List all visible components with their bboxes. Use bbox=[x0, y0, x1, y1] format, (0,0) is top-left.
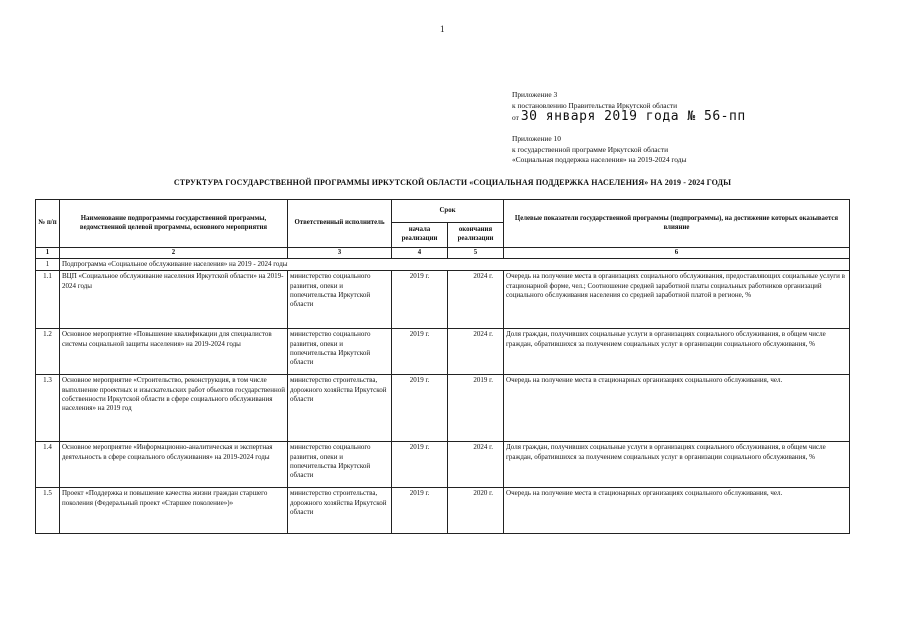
decree-handwritten-date: 30 января 2019 года № 56-пп bbox=[520, 109, 746, 124]
document-title: СТРУКТУРА ГОСУДАРСТВЕННОЙ ПРОГРАММЫ ИРКУТСКОЙ ОБЛАСТИ «СОЦИАЛЬНАЯ ПОДДЕРЖКА НАСЕЛЕНИЯ» НА 2019 - 2024 ГОДЫ bbox=[173, 178, 732, 187]
table-row bbox=[36, 329, 850, 375]
appendix-3-decree: к постановлению Правительства Иркутской области bbox=[512, 100, 678, 110]
table-header-row bbox=[36, 200, 850, 223]
row-executor: министерство социального развития, опеки и попечительства Иркутской области bbox=[288, 329, 392, 375]
header-indicators: Целевые показатели государственной программы (подпрограммы), на достижение которых оказывается влияние bbox=[504, 200, 850, 248]
row-start: 2019 г. bbox=[392, 375, 448, 442]
structure-table bbox=[35, 199, 850, 534]
row-indicators: Очередь на получение места в стационарных организациях социального обслуживания, чел. bbox=[504, 375, 850, 442]
subprogram-num: 1 bbox=[36, 259, 60, 271]
appendix-3-title: Приложение 3 bbox=[512, 90, 558, 99]
row-num: 1.1 bbox=[36, 271, 60, 329]
decree-date-line bbox=[512, 111, 746, 124]
row-start: 2019 г. bbox=[392, 271, 448, 329]
row-num: 1.5 bbox=[36, 488, 60, 534]
appendix-3-block bbox=[512, 90, 746, 124]
row-indicators: Очередь на получение места в стационарных организациях социального обслуживания, чел. bbox=[504, 488, 850, 534]
row-start: 2019 г. bbox=[392, 488, 448, 534]
decree-date-prefix: от bbox=[512, 113, 519, 122]
column-numbers-row bbox=[36, 248, 850, 259]
column-number: 4 bbox=[392, 248, 448, 259]
row-indicators: Доля граждан, получивших социальные услуги в организациях социального обслуживания, в общем числе граждан, обратившихся за получением социальных услуг в организации социального обслуживания, % bbox=[504, 442, 850, 488]
column-number: 2 bbox=[60, 248, 288, 259]
row-num: 1.4 bbox=[36, 442, 60, 488]
header-num: № п/п bbox=[36, 200, 60, 248]
column-number: 5 bbox=[448, 248, 504, 259]
row-name: Проект «Поддержка и повышение качества жизни граждан старшего поколения (Федеральный проект «Старшее поколение»)» bbox=[60, 488, 288, 534]
row-num: 1.2 bbox=[36, 329, 60, 375]
column-number: 3 bbox=[288, 248, 392, 259]
row-end: 2019 г. bbox=[448, 375, 504, 442]
row-executor: министерство строительства, дорожного хозяйства Иркутской области bbox=[288, 375, 392, 442]
subprogram-title: Подпрограмма «Социальное обслуживание населения» на 2019 - 2024 годы bbox=[60, 259, 850, 271]
subprogram-row bbox=[36, 259, 850, 271]
appendix-10-block bbox=[512, 134, 686, 166]
table-row bbox=[36, 375, 850, 442]
column-number: 6 bbox=[504, 248, 850, 259]
row-name: Основное мероприятие «Строительство, реконструкция, в том числе выполнение проектных и изыскательских работ объектов государственной собственности Иркутской области в сфере социального обслуживания населения» на 2019 год bbox=[60, 375, 288, 442]
appendix-10-program-name: «Социальная поддержка населения» на 2019-2024 годы bbox=[512, 155, 687, 164]
appendix-10-title: Приложение 10 bbox=[512, 134, 561, 143]
row-start: 2019 г. bbox=[392, 329, 448, 375]
header-executor: Ответственный исполнитель bbox=[288, 200, 392, 248]
row-name: ВЦП «Социальное обслуживание населения Иркутской области» на 2019-2024 годы bbox=[60, 271, 288, 329]
header-end: окончания реализации bbox=[448, 223, 504, 248]
row-name: Основное мероприятие «Повышение квалификации для специалистов системы социальной защиты населения» на 2019-2024 годы bbox=[60, 329, 288, 375]
column-number: 1 bbox=[36, 248, 60, 259]
row-end: 2020 г. bbox=[448, 488, 504, 534]
row-executor: министерство строительства, дорожного хозяйства Иркутской области bbox=[288, 488, 392, 534]
page-number: 1 bbox=[440, 24, 445, 34]
row-indicators: Доля граждан, получивших социальные услуги в организациях социального обслуживания, в общем числе граждан, обратившихся за получением социальных услуг в организации социального обслуживания, % bbox=[504, 329, 850, 375]
table-row bbox=[36, 442, 850, 488]
header-name: Наименование подпрограммы государственной программы, ведомственной целевой программы, основного мероприятия bbox=[60, 200, 288, 248]
table-row bbox=[36, 488, 850, 534]
row-num: 1.3 bbox=[36, 375, 60, 442]
header-term: Срок bbox=[392, 200, 504, 223]
row-end: 2024 г. bbox=[448, 329, 504, 375]
row-end: 2024 г. bbox=[448, 442, 504, 488]
row-indicators: Очередь на получение места в организациях социального обслуживания, предоставляющих социальные услуги в стационарной форме, чел.; Соотношение средней заработной платы социальных работников организаций социального обслуживания населения со средней заработной платой в регионе, % bbox=[504, 271, 850, 329]
row-executor: министерство социального развития, опеки и попечительства Иркутской области bbox=[288, 271, 392, 329]
row-start: 2019 г. bbox=[392, 442, 448, 488]
table-row bbox=[36, 271, 850, 329]
appendix-10-program: к государственной программе Иркутской области bbox=[512, 144, 669, 154]
header-start: начала реализации bbox=[392, 223, 448, 248]
row-name: Основное мероприятие «Информационно-аналитическая и экспертная деятельность в сфере социального обслуживания» на 2019-2024 годы bbox=[60, 442, 288, 488]
row-end: 2024 г. bbox=[448, 271, 504, 329]
row-executor: министерство социального развития, опеки и попечительства Иркутской области bbox=[288, 442, 392, 488]
